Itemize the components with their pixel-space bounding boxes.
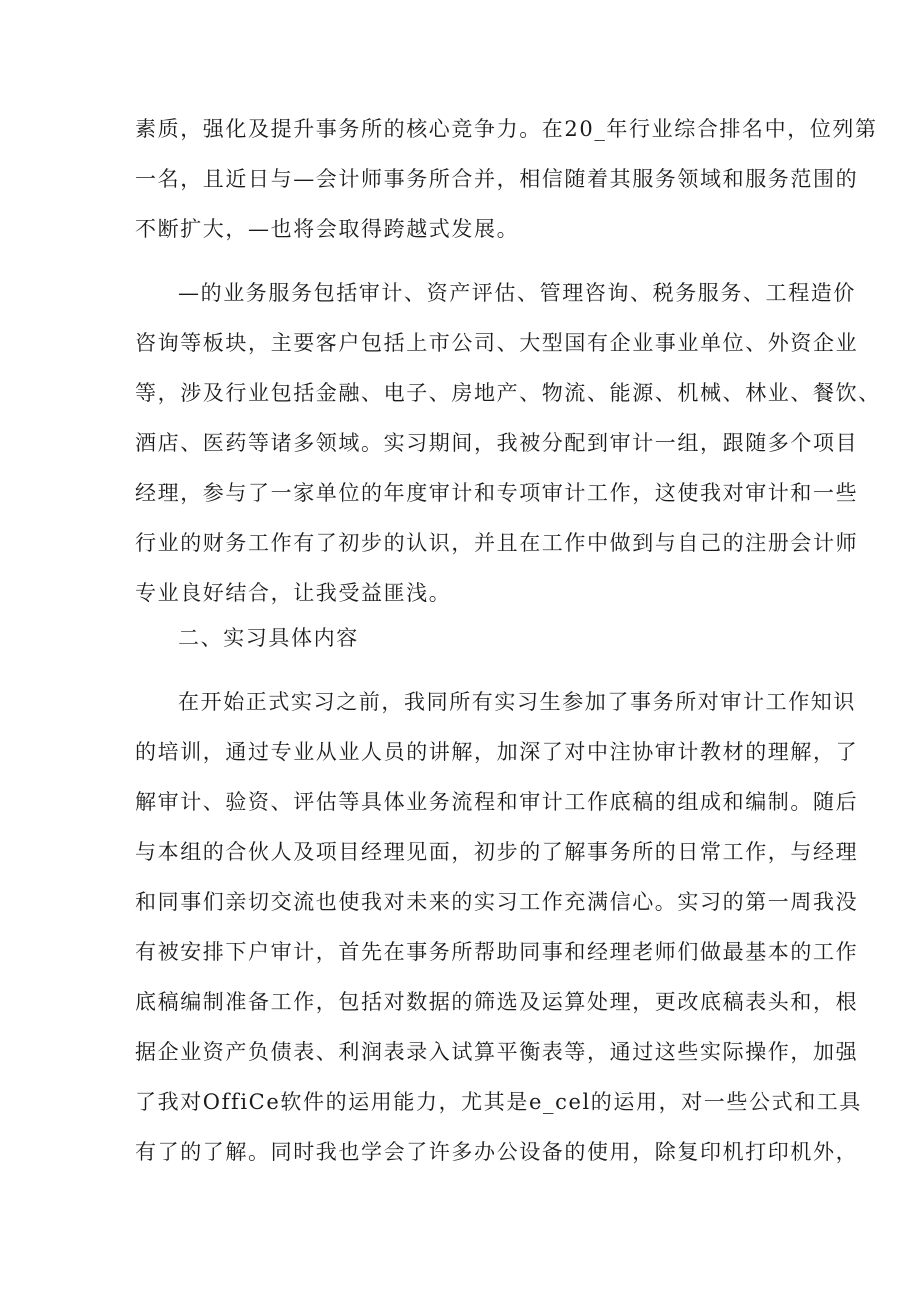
paragraph-3-line: 有被安排下户审计，首先在事务所帮助同事和经理老师们做最基本的工作 — [135, 940, 859, 964]
paragraph-3-line: 据企业资产负债表、利润表录入试算平衡表等，通过这些实际操作，加强 — [135, 1040, 859, 1064]
paragraph-2-line: —的业务服务包括审计、资产评估、管理咨询、税务服务、工程造价 — [178, 281, 856, 305]
section-heading: 二、实习具体内容 — [178, 626, 359, 650]
paragraph-2-line: 等，涉及行业包括金融、电子、房地产、物流、能源、机械、林业、餐饮、 — [135, 381, 881, 405]
paragraph-3-line: 有了的了解。同时我也学会了许多办公设备的使用，除复印机打印机外， — [135, 1140, 859, 1164]
paragraph-1-line: 素质，强化及提升事务所的核心竞争力。在20_年行业综合排名中，位列第 — [135, 117, 878, 141]
paragraph-2-line: 咨询等板块，主要客户包括上市公司、大型国有企业事业单位、外资企业 — [135, 331, 859, 355]
paragraph-3-line: 解审计、验资、评估等具体业务流程和审计工作底稿的组成和编制。随后 — [135, 790, 859, 814]
paragraph-3-line: 在开始正式实习之前，我同所有实习生参加了事务所对审计工作知识 — [178, 690, 856, 714]
paragraph-2-line: 专业良好结合，让我受益匪浅。 — [135, 581, 452, 605]
paragraph-2-line: 酒店、医药等诸多领域。实习期间，我被分配到审计一组，跟随多个项目 — [135, 431, 859, 455]
paragraph-3-line: 底稿编制准备工作，包括对数据的筛选及运算处理，更改底稿表头和，根 — [135, 990, 859, 1014]
paragraph-3-line: 和同事们亲切交流也使我对未来的实习工作充满信心。实习的第一周我没 — [135, 890, 859, 914]
paragraph-1-line: 不断扩大，—也将会取得跨越式发展。 — [135, 217, 520, 241]
paragraph-3-line: 与本组的合伙人及项目经理见面，初步的了解事务所的日常工作，与经理 — [135, 840, 859, 864]
paragraph-2-line: 行业的财务工作有了初步的认识，并且在工作中做到与自己的注册会计师 — [135, 531, 859, 555]
paragraph-3-line: 了我对OffiCe软件的运用能力，尤其是e_cel的运用，对一些公式和工具 — [135, 1090, 863, 1114]
paragraph-1-line: 一名，且近日与—会计师事务所合并，相信随着其服务领域和服务范围的 — [135, 167, 859, 191]
paragraph-3-line: 的培训，通过专业从业人员的讲解，加深了对中注协审计教材的理解，了 — [135, 740, 859, 764]
paragraph-2-line: 经理，参与了一家单位的年度审计和专项审计工作，这使我对审计和一些 — [135, 481, 859, 505]
